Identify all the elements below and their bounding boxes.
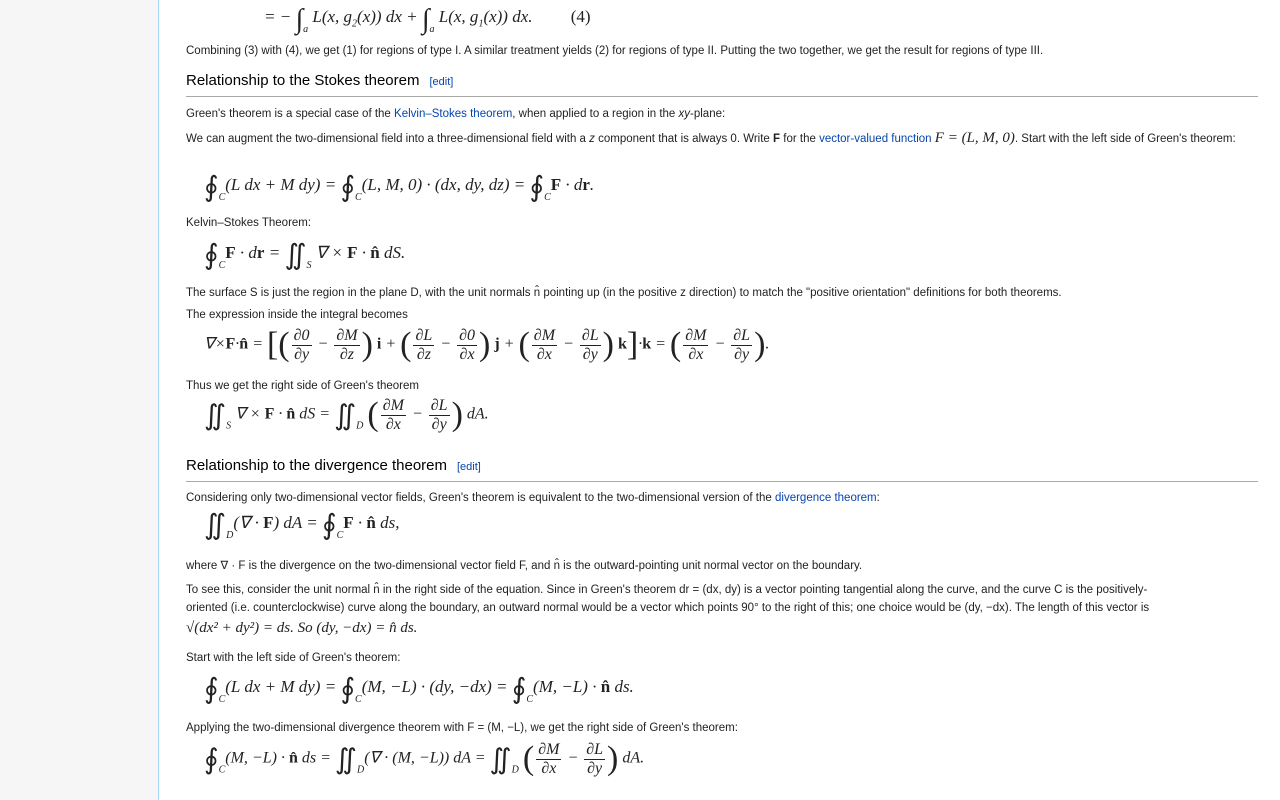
augment-text-a: We can augment the two-dimensional field into a three-dimensional field with a: [186, 133, 590, 145]
combining-paragraph: Combining (3) with (4), we get (1) for regions of type I. A similar treatment yields (2) for regions of type II. Putting the two together, we get the result for regions of type III.: [186, 45, 1044, 57]
z-text: z: [589, 133, 595, 145]
equation-divergence: $∬_D(\nabla \cdot F)$ dA = $∮_CF$ · n̂ ds,: [204, 510, 400, 541]
stokes-intro-text: Green's theorem is a special case of the: [186, 108, 395, 120]
equation-stokes-lhs: $∮_C(L$ dx + M $dy) = ∮_C(L$, M, 0) · (dx, dy, $dz) = ∮_CF$ · dr.: [204, 172, 595, 203]
tosee-line-3: √(dx² + dy²) = ds. So (dy, −dx) = n̂ ds.: [186, 620, 418, 636]
vector-valued-function-link[interactable]: vector-valued function: [819, 133, 932, 145]
equation-4: = − $\int_a$ L(x, $g_2(x)$) dx + $\int_a$ L(x, $g_1(x)$) dx. (4): [264, 4, 591, 35]
stokes-intro-text2: , when applied to a region in the: [512, 108, 679, 120]
divergence-intro: [186, 490, 1246, 506]
thus-paragraph: Thus we get the right side of Green's theorem: [186, 380, 419, 392]
start-left-paragraph: Start with the left side of Green's theorem:: [186, 652, 401, 664]
equation-thus: $∬_S$ ∇ × F · n̂ dS = $∬_D$ ( $\frac{\partial M}{\partial x}$ − $\frac{\partial L}{\partial y}$ ) dA.: [204, 396, 489, 433]
surface-paragraph: The surface S is just the region in the plane D, with the unit normals n̂ pointing up (in the positive z direction) to match the "positive orientation" definitions for both theorems.: [186, 287, 1062, 299]
divergence-theorem-link[interactable]: divergence theorem: [775, 492, 877, 504]
augment-text-b: component that is always 0. Write: [594, 133, 774, 145]
tosee-line-1: To see this, consider the unit normal n̂ in the right side of the equation. Since in Green's theorem dr = (dx, dy) is a vector pointing tangential along the curve, and the curve C is the positively-: [186, 584, 1148, 596]
applying-paragraph: Applying the two-dimensional divergence theorem with F = (M, −L), we get the right side of Green's theorem:: [186, 722, 738, 734]
augment-paragraph: [186, 130, 1246, 147]
left-sidebar: [0, 0, 158, 800]
equation-final: $∮_C(M$, −L) · n̂ ds = $∬_D(\nabla \cdot (M$, −L)) dA = $∬_D$ ( $\frac{\partial M}{\partial x}$ − $\frac{\partial L}{\partial y}$ ) dA.: [204, 740, 645, 777]
kelvin-stokes-link[interactable]: Kelvin–Stokes theorem: [394, 108, 513, 120]
equation-kelvin: $∮_CF$ · dr = $∬_S$ ∇ × F · n̂ dS.: [204, 240, 406, 271]
edit-link-stokes[interactable]: [edit]: [429, 76, 454, 88]
div-intro-colon: :: [876, 492, 880, 504]
section-heading-stokes: [186, 72, 1258, 97]
stokes-intro-text3: -plane:: [690, 108, 726, 120]
equation-curl: ∇×F·n̂ = [( $\frac{\partial 0}{\partial y}$ − $\frac{\partial M}{\partial z}$ ) i + ( $\frac{\partial L}{\partial z}$ − $\frac{\partial 0}{\partial x}$ ) j + ( $\frac{\partial M}{\partial x}$ − $\frac{\partial L}{\partial y}$ ) k]·k = ( $\frac{\partial M}{\partial x}$ − $\frac{\partial L}{\partial y}$ ).: [204, 326, 770, 363]
edit-link-divergence[interactable]: [edit]: [457, 461, 481, 473]
heading-stokes-title: Relationship to the Stokes theorem: [186, 72, 420, 89]
augment-text-e: . Start with the left side of Green's theorem:: [1014, 133, 1236, 145]
article-content: [158, 0, 1280, 800]
kelvin-label: Kelvin–Stokes Theorem:: [186, 217, 312, 229]
equation-left-side: $∮_C(L$ dx + M $dy) = ∮_C(M$, −L) · (dy, $-dx) = ∮_C(M$, −L) · n̂ ds.: [204, 674, 634, 705]
section-heading-divergence: [186, 457, 1258, 482]
F-definition-math: F = (L, M, 0): [934, 130, 1015, 146]
xy-text: xy: [678, 108, 691, 120]
where-paragraph: where ∇ · F is the divergence on the two-dimensional vector field F, and n̂ is the outward-pointing unit normal vector on the boundary.: [186, 560, 863, 572]
F-text: F: [773, 133, 781, 145]
expression-paragraph: The expression inside the integral becomes: [186, 309, 408, 321]
stokes-intro: [186, 106, 1246, 122]
heading-divergence-title: Relationship to the divergence theorem: [186, 457, 447, 474]
div-intro-text: Considering only two-dimensional vector fields, Green's theorem is equivalent to the two-dimensional version of the: [186, 492, 775, 504]
augment-text-c: for the: [780, 133, 820, 145]
tosee-line-2: oriented (i.e. counterclockwise) curve along the boundary, an outward normal would be a vector which points 90° to the right of this; one choice would be (dy, −dx). The length of this vector is: [186, 602, 1150, 614]
